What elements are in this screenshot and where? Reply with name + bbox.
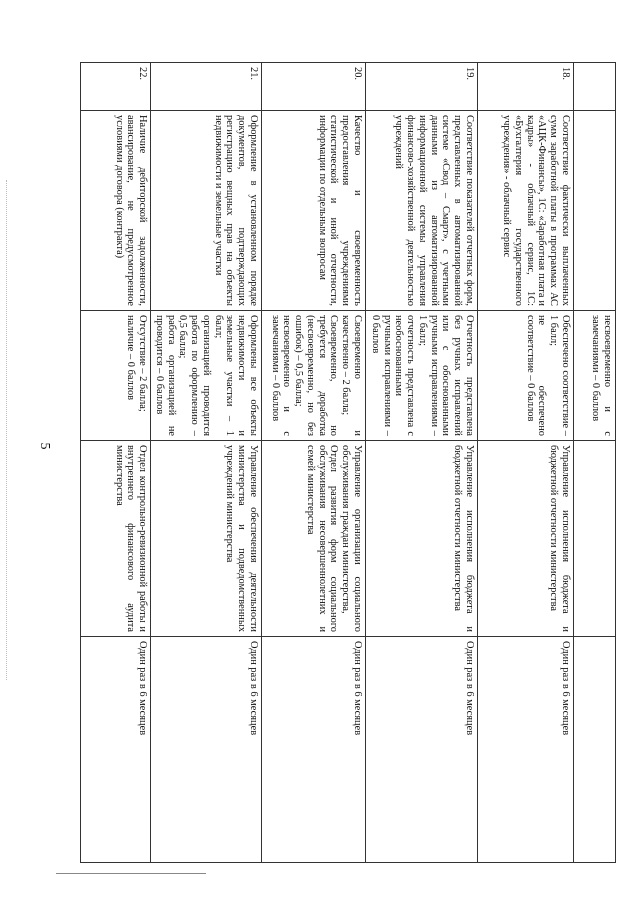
- table-row: [478, 63, 574, 863]
- cell-frequency: Один раз в 6 месяцев: [366, 637, 478, 863]
- cell-responsible: Управление организации социального обслуживания граждан министерства, Отдел развития форм социального обслуживания несовершеннолетних и семей министерства: [262, 441, 366, 637]
- cell-frequency: Один раз в 6 месяцев: [262, 637, 366, 863]
- cell-responsible: Управление исполнения бюджета и бюджетной отчетности министерства: [366, 441, 478, 637]
- cell-frequency-empty: [574, 637, 616, 863]
- cell-scoring: Обеспечено соответствие – 1 балл; не обеспечено соответствие – 0 баллов: [478, 311, 574, 441]
- criteria-table-rotated: [88, 62, 616, 862]
- continuation-text: несвоевременно и с замечаниями – 0 баллов: [574, 311, 616, 441]
- cell-frequency: Один раз в 6 месяцев: [478, 637, 574, 863]
- table-row: [151, 63, 262, 863]
- cell-num: 20.: [262, 63, 366, 111]
- cell-scoring: Своевременно и качественно – 2 балла; Своевременно, но требуется доработка (несвоевременно, но без ошибок) – 0,5 балла; несвоевременно и с замечаниями – 0 баллов: [262, 311, 366, 441]
- scan-margin-mark: [6, 180, 8, 680]
- continuation-row: [574, 63, 616, 863]
- cell-criterion: Наличие дебиторской задолженности, авансирование, не предусмотренное условиями договора (контракта): [81, 111, 151, 311]
- cell-responsible: Управление исполнения бюджета и бюджетной отчетности министерства: [478, 441, 574, 637]
- cell-scoring: Оформлены все объекты недвижимости и земельные участки – 1 балл; организацией проводится работа по оформлению – 0,5 балла; работа организацией не проводится – 0 баллов: [151, 311, 262, 441]
- cell-scoring: Отчетность представлена без ручных исправлений или с обоснованными ручными исправлениями – 1 балл; отчетность представлена с необоснованными ручными исправлениями – 0 баллов: [366, 311, 478, 441]
- cell-scoring: Отсутствие – 2 балла; наличие – 0 баллов: [81, 311, 151, 441]
- cell-num: 21.: [151, 63, 262, 111]
- page-number: 5: [37, 442, 52, 450]
- cell-responsible: Отдел контрольно-ревизионной работы и внутреннего финансового аудита министерства: [81, 441, 151, 637]
- cell-criterion-empty: [574, 111, 616, 311]
- cell-num-empty: [574, 63, 616, 111]
- table-row: [81, 63, 151, 863]
- table-row: [262, 63, 366, 863]
- cell-responsible: Управление обеспечения деятельности министерства и подведомственных учреждений министерства: [151, 441, 262, 637]
- cell-criterion: Оформление в установленном порядке документов, подтверждающих регистрацию вещных прав на объекты недвижимости и земельные участки: [151, 111, 262, 311]
- cell-criterion: Соответствие фактически выплаченных сумм заработной платы в программах АС «АЦК-Финансы», 1С: «Заработная плата и кадры» - облачный сервис, 1С: «Бухгалтерия государственного учреждения» - облачный сервис: [478, 111, 574, 311]
- table-row: [366, 63, 478, 863]
- cell-num: 22.: [81, 63, 151, 111]
- cell-criterion: Качество и своевременность предоставления учреждениями статистической и иной отчетности, информации по отдельным вопросам: [262, 111, 366, 311]
- cell-num: 19.: [366, 63, 478, 111]
- cell-responsible-empty: [574, 441, 616, 637]
- footnote-rule: [56, 873, 206, 874]
- criteria-table-body: [80, 62, 616, 863]
- cell-frequency: Один раз в 6 месяцев: [81, 637, 151, 863]
- cell-frequency: Один раз в 6 месяцев: [151, 637, 262, 863]
- cell-num: 18.: [478, 63, 574, 111]
- cell-criterion: Соответствие показателей отчетных форм, представленных в автоматизированной системе «Свод – Смарт», с учетными данными из автоматизированной информационной системы управления финансово-хозяйственной деятельностью учреждений: [366, 111, 478, 311]
